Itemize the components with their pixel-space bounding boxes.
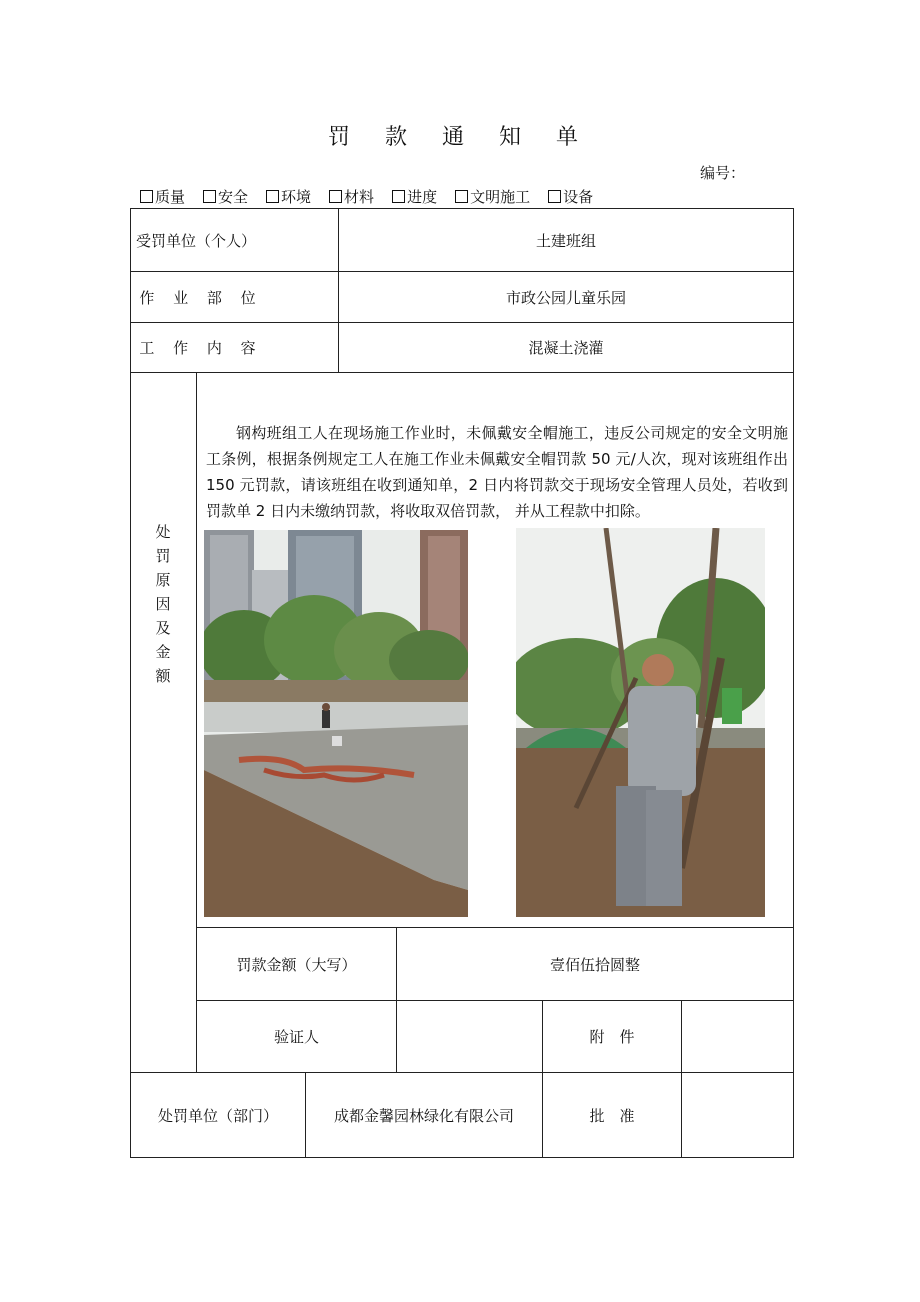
- site-photo-worker: [516, 528, 765, 917]
- penalty-reason-text: 钢构班组工人在现场施工作业时，未佩戴安全帽施工，违反公司规定的安全文明施工条例，根据条例规定工人在施工作业未佩戴安全帽罚款 50 元/人次，现对该班组作出 150 元罚款，请该班组在收到通知单，2 日内将罚款交于现场安全管理人员处，若收到罚款单 2 日内未缴纳罚款，将收取双倍罚款， 并从工程款中扣除。: [206, 424, 788, 520]
- reason-and-amount-label: [131, 520, 195, 688]
- category-label: 进度: [407, 188, 438, 206]
- label-char: 原: [155, 571, 171, 589]
- work-content-value: 混凝土浇灌: [528, 339, 604, 357]
- category-materials[interactable]: [329, 186, 374, 207]
- penalizing-department-label: 处罚单位（部门）: [157, 1106, 278, 1125]
- serial-number-label: 编号：: [700, 164, 746, 182]
- category-checkboxes: [140, 186, 593, 207]
- checkbox-icon[interactable]: [203, 190, 216, 203]
- category-label: 材料: [344, 188, 375, 206]
- table-rule: [130, 372, 794, 373]
- penalty-amount-label: 罚款金额（大写）: [236, 955, 357, 974]
- label-char: 罚: [155, 547, 171, 565]
- approval-field[interactable]: [682, 1073, 793, 1157]
- category-label: 质量: [155, 188, 186, 206]
- category-label: 文明施工: [470, 188, 531, 206]
- label-char: 及: [155, 619, 171, 637]
- category-equipment[interactable]: [548, 186, 593, 207]
- document-title: 罚 款 通 知 单: [328, 125, 592, 150]
- checkbox-icon[interactable]: [548, 190, 561, 203]
- verifier-field[interactable]: [397, 1001, 542, 1072]
- work-location-label: 作 业 部 位: [139, 288, 263, 307]
- penalized-party-value: 土建班组: [535, 231, 596, 250]
- label-char: 额: [155, 667, 171, 685]
- checkbox-icon[interactable]: [455, 190, 468, 203]
- category-progress[interactable]: [392, 186, 437, 207]
- penalizing-department-value: 成都金馨园林绿化有限公司: [333, 1106, 514, 1125]
- penalty-amount-value: 壹佰伍拾圆整: [549, 955, 640, 974]
- penalized-party-label: 受罚单位（个人）: [135, 231, 256, 250]
- category-label: 设备: [563, 188, 594, 206]
- category-label: 安全: [218, 188, 249, 206]
- checkbox-icon[interactable]: [329, 190, 342, 203]
- work-location-value: 市政公园儿童乐园: [505, 288, 626, 307]
- category-civilized-construction[interactable]: [455, 186, 530, 207]
- checkbox-icon[interactable]: [266, 190, 279, 203]
- work-content-label: 工 作 内 容: [139, 339, 263, 357]
- label-char: 处: [155, 523, 171, 541]
- category-quality[interactable]: [140, 186, 185, 207]
- attachment-label: 附 件: [589, 1028, 635, 1046]
- table-border: [130, 1157, 794, 1158]
- checkbox-icon[interactable]: [140, 190, 153, 203]
- verifier-label: 验证人: [273, 1028, 319, 1046]
- category-safety[interactable]: [203, 186, 248, 207]
- construction-site-image: [204, 530, 468, 917]
- label-char: 因: [155, 595, 171, 613]
- site-photo-construction: [204, 530, 468, 917]
- category-environment[interactable]: [266, 186, 311, 207]
- approval-label: 批 准: [589, 1106, 635, 1125]
- worker-without-helmet-image: [516, 528, 765, 917]
- category-label: 环境: [281, 188, 312, 206]
- label-char: 金: [155, 643, 171, 661]
- checkbox-icon[interactable]: [392, 190, 405, 203]
- attachment-field[interactable]: [682, 1001, 793, 1072]
- table-border: [793, 208, 794, 1158]
